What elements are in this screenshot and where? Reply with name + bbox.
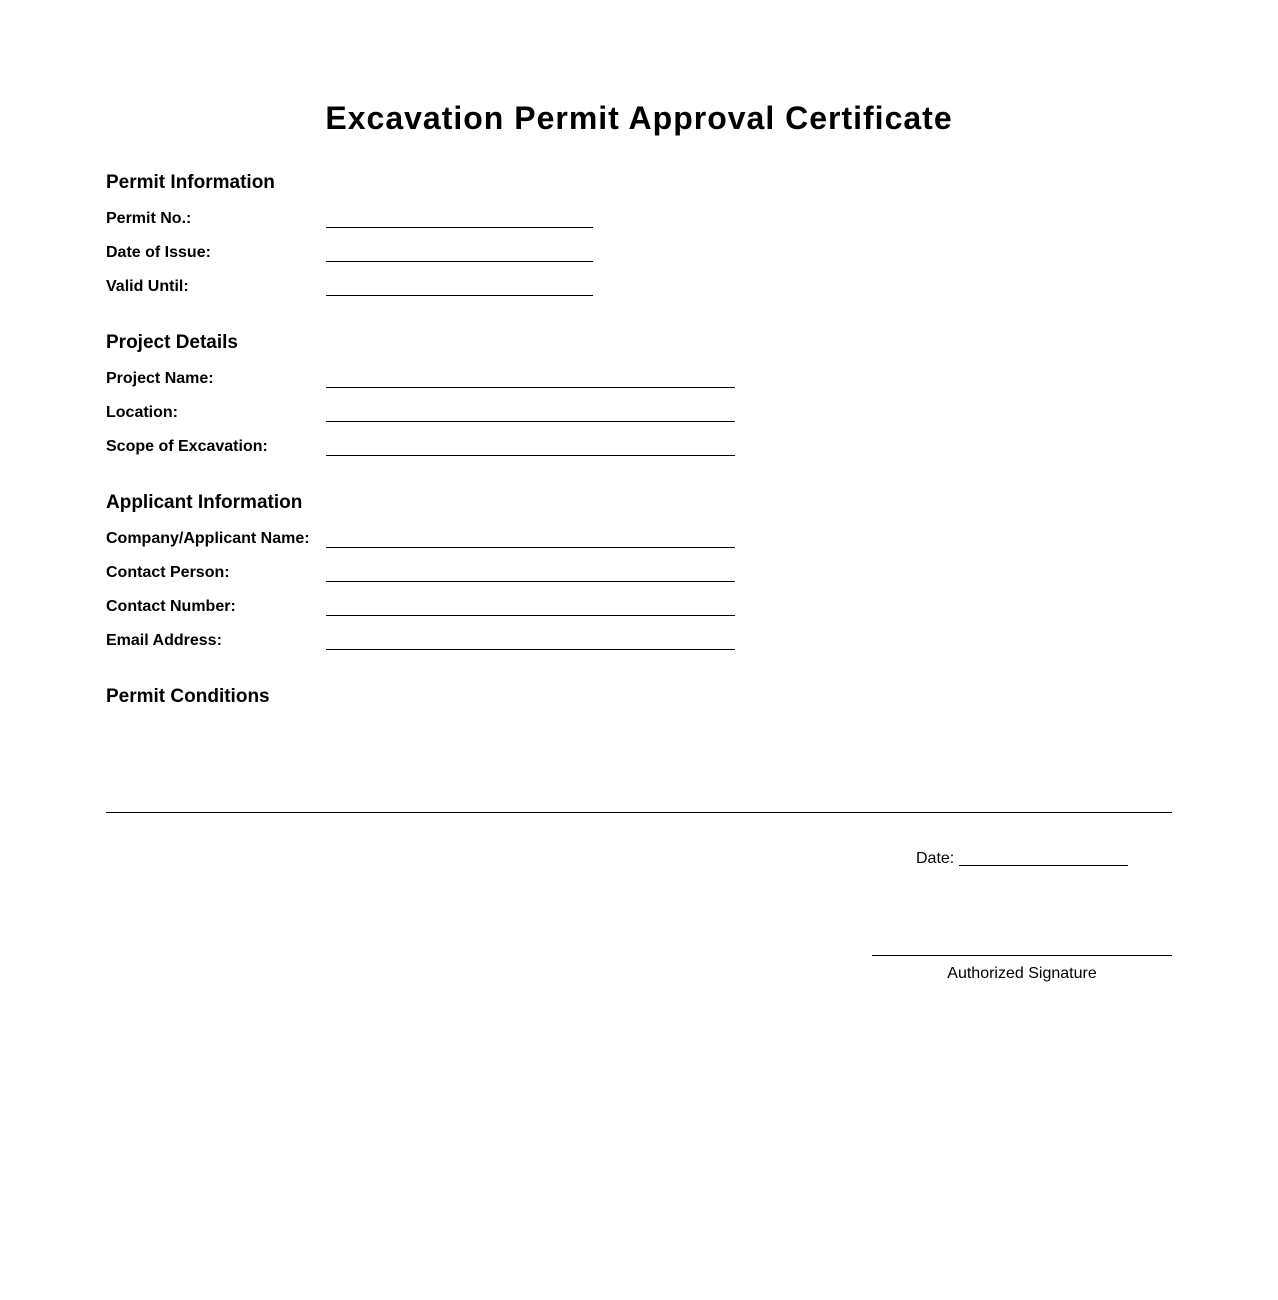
permit-conditions-rule: [106, 812, 1172, 813]
scope-of-excavation-label: Scope of Excavation:: [106, 438, 268, 455]
date-of-issue-label: Date of Issue:: [106, 244, 211, 261]
document-title: Excavation Permit Approval Certificate: [325, 100, 953, 136]
signature-date-label: Date:: [916, 850, 955, 867]
authorized-signature-line[interactable]: [872, 955, 1172, 956]
contact-person-label: Contact Person:: [106, 564, 230, 581]
permit-number-label: Permit No.:: [106, 210, 192, 227]
signature-date-field[interactable]: [959, 865, 1128, 866]
project-name-field[interactable]: [326, 387, 735, 388]
company-applicant-name-field[interactable]: [326, 547, 735, 548]
email-address-label: Email Address:: [106, 632, 222, 649]
authorized-signature-caption: Authorized Signature: [947, 965, 1097, 982]
location-field[interactable]: [326, 421, 735, 422]
project-name-label: Project Name:: [106, 370, 214, 387]
valid-until-field[interactable]: [326, 295, 593, 296]
contact-person-field[interactable]: [326, 581, 735, 582]
section-heading-permit-conditions: Permit Conditions: [106, 686, 270, 707]
section-heading-applicant-information: Applicant Information: [106, 492, 303, 513]
date-of-issue-field[interactable]: [326, 261, 593, 262]
company-applicant-name-label: Company/Applicant Name:: [106, 530, 310, 547]
location-label: Location:: [106, 404, 178, 421]
contact-number-label: Contact Number:: [106, 598, 236, 615]
valid-until-label: Valid Until:: [106, 278, 189, 295]
email-address-field[interactable]: [326, 649, 735, 650]
permit-number-field[interactable]: [326, 227, 593, 228]
section-heading-permit-information: Permit Information: [106, 172, 275, 193]
section-heading-project-details: Project Details: [106, 332, 238, 353]
contact-number-field[interactable]: [326, 615, 735, 616]
scope-of-excavation-field[interactable]: [326, 455, 735, 456]
